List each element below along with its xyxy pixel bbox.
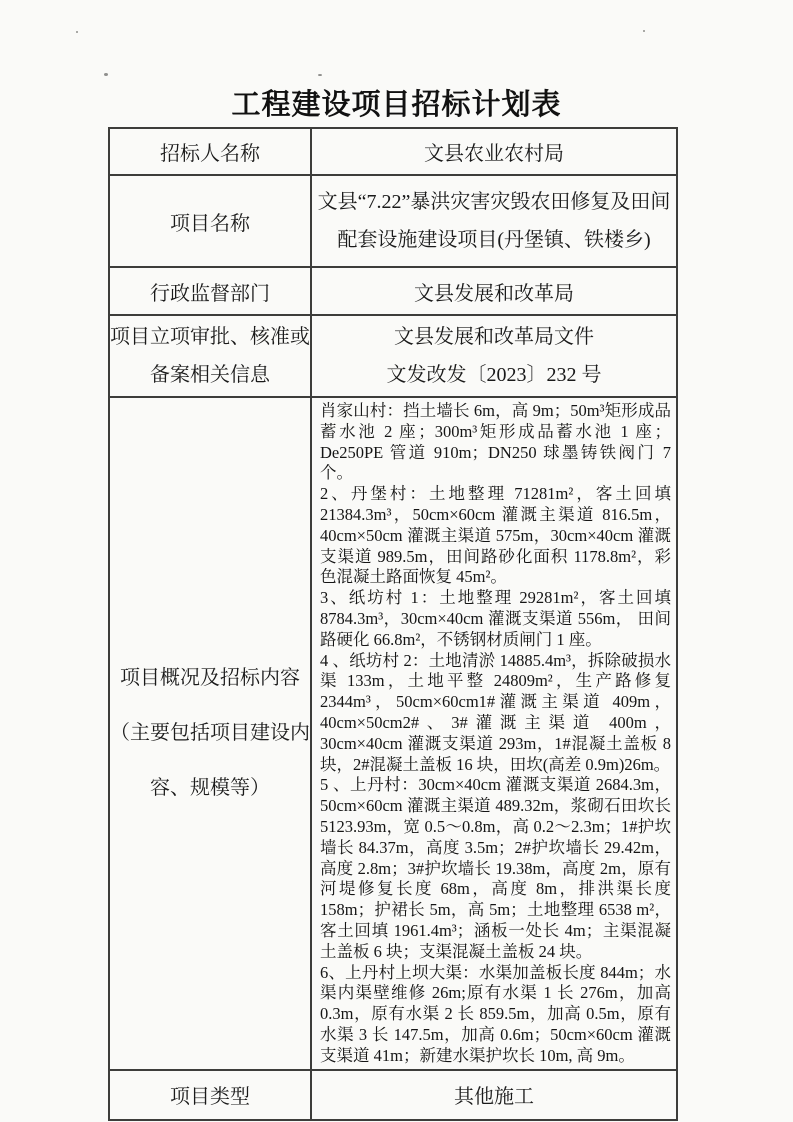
overview-value bbox=[311, 397, 677, 1070]
approval-label-line1: 项目立项审批、核准或 bbox=[110, 326, 310, 348]
page-title: 工程建设项目招标计划表 bbox=[231, 89, 562, 121]
scan-speck bbox=[76, 31, 78, 33]
project-type-value: 其他施工 bbox=[311, 1070, 677, 1120]
scan-speck bbox=[104, 73, 108, 76]
approval-value-line1: 文县发展和改革局文件 bbox=[394, 326, 594, 348]
table-row-overview bbox=[109, 397, 677, 1070]
supervisor-label: 行政监督部门 bbox=[109, 267, 311, 315]
table-row-supervisor bbox=[109, 267, 677, 315]
table-row-approval bbox=[109, 315, 677, 397]
approval-value bbox=[311, 315, 677, 397]
table-row-project-type bbox=[109, 1070, 677, 1120]
bidder-label: 招标人名称 bbox=[109, 128, 311, 175]
bidder-value: 文县农业农村局 bbox=[311, 128, 677, 175]
overview-label-line3: 容、规模等） bbox=[150, 776, 270, 799]
bidding-plan-table bbox=[108, 127, 678, 1121]
project-name-line2: 配套设施建设项目(丹堡镇、铁楼乡) bbox=[337, 229, 651, 251]
project-name-label: 项目名称 bbox=[109, 175, 311, 267]
overview-label-line1: 项目概况及招标内容 bbox=[120, 666, 300, 689]
overview-paragraph-4: 4 、纸坊村 2：土地清淤 14885.4m³，拆除破损水渠 133m，土地平整 24809m²，生产路修复 2344m³，50cm×60cm1#灌溉主渠道 409m，40cm×50cm2#、3#灌溉主渠道 400m，30cm×40cm 灌溉支渠道 293m，1#混凝土盖板 8 块，2#混凝土盖板 16 块，田坎(高差 0.9m)26m。 bbox=[320, 650, 671, 774]
approval-label-line2: 备案相关信息 bbox=[150, 364, 270, 386]
approval-label bbox=[109, 315, 311, 397]
supervisor-value: 文县发展和改革局 bbox=[311, 267, 677, 315]
scan-speck bbox=[643, 30, 645, 32]
overview-paragraph-5: 5 、上丹村：30cm×40cm 灌溉支渠道 2684.3m，50cm×60cm 灌溉主渠道 489.32m，浆砌石田坎长 5123.93m，宽 0.5～0.8m，高 0.2～2.3m；1#护坎墙长 84.37m，高度 3.5m；2#护坎墙长 29.42m，高度 2.8m；3#护坎墙长 19.38m，高度 2m，原有河堤修复长度 68m，高度 8m，排洪渠长度 158m；护裙长 5m，高 5m；土地整理 6538 m²，客土回填 1961.4m³；涵板一处长 4m；主渠混凝土盖板 6 块；支渠混凝土盖板 24 块。 bbox=[320, 775, 671, 961]
overview-paragraph-1: 肖家山村：挡土墙长 6m，高 9m；50m³矩形成品蓄水池 2 座；300m³矩形成品蓄水池 1 座；De250PE 管道 910m；DN250 球墨铸铁阀门 7 个。 bbox=[320, 401, 671, 483]
overview-label bbox=[109, 397, 311, 1070]
project-name-line1: 文县“7.22”暴洪灾害灾毁农田修复及田间 bbox=[317, 191, 671, 213]
scan-speck bbox=[318, 74, 322, 76]
overview-label-line2: （主要包括项目建设内 bbox=[110, 721, 310, 744]
table-row-project-name bbox=[109, 175, 677, 267]
project-name-value bbox=[311, 175, 677, 267]
overview-paragraph-2: 2、丹堡村：土地整理 71281m²，客土回填 21384.3m³，50cm×60cm 灌溉主渠道 816.5m，40cm×50cm 灌溉主渠道 575m，30cm×40cm 灌溉支渠道 989.5m，田间路砂化面积 1178.8m²，彩色混凝土路面恢复 45m²。 bbox=[320, 484, 671, 587]
overview-text bbox=[312, 398, 676, 1069]
overview-paragraph-6: 6、上丹村上坝大渠：水渠加盖板长度 844m；水渠内渠壁维修 26m;原有水渠 1 长 276m，加高 0.3m，原有水渠 2 长 859.5m，加高 0.5m，原有水渠 3 长 147.5m，加高 0.6m；50cm×60cm 灌溉支渠道 41m；新建水渠护坎长 10m, 高 9m。 bbox=[320, 962, 671, 1065]
project-type-label: 项目类型 bbox=[109, 1070, 311, 1120]
table-row-bidder bbox=[109, 128, 677, 175]
approval-value-line2: 文发改发〔2023〕232 号 bbox=[386, 364, 602, 386]
overview-paragraph-3: 3、纸坊村 1：土地整理 29281m²，客土回填 8784.3m³，30cm×40cm 灌溉支渠道 556m， 田间路硬化 66.8m²，不锈钢材质闸门 1 座。 bbox=[320, 588, 671, 649]
